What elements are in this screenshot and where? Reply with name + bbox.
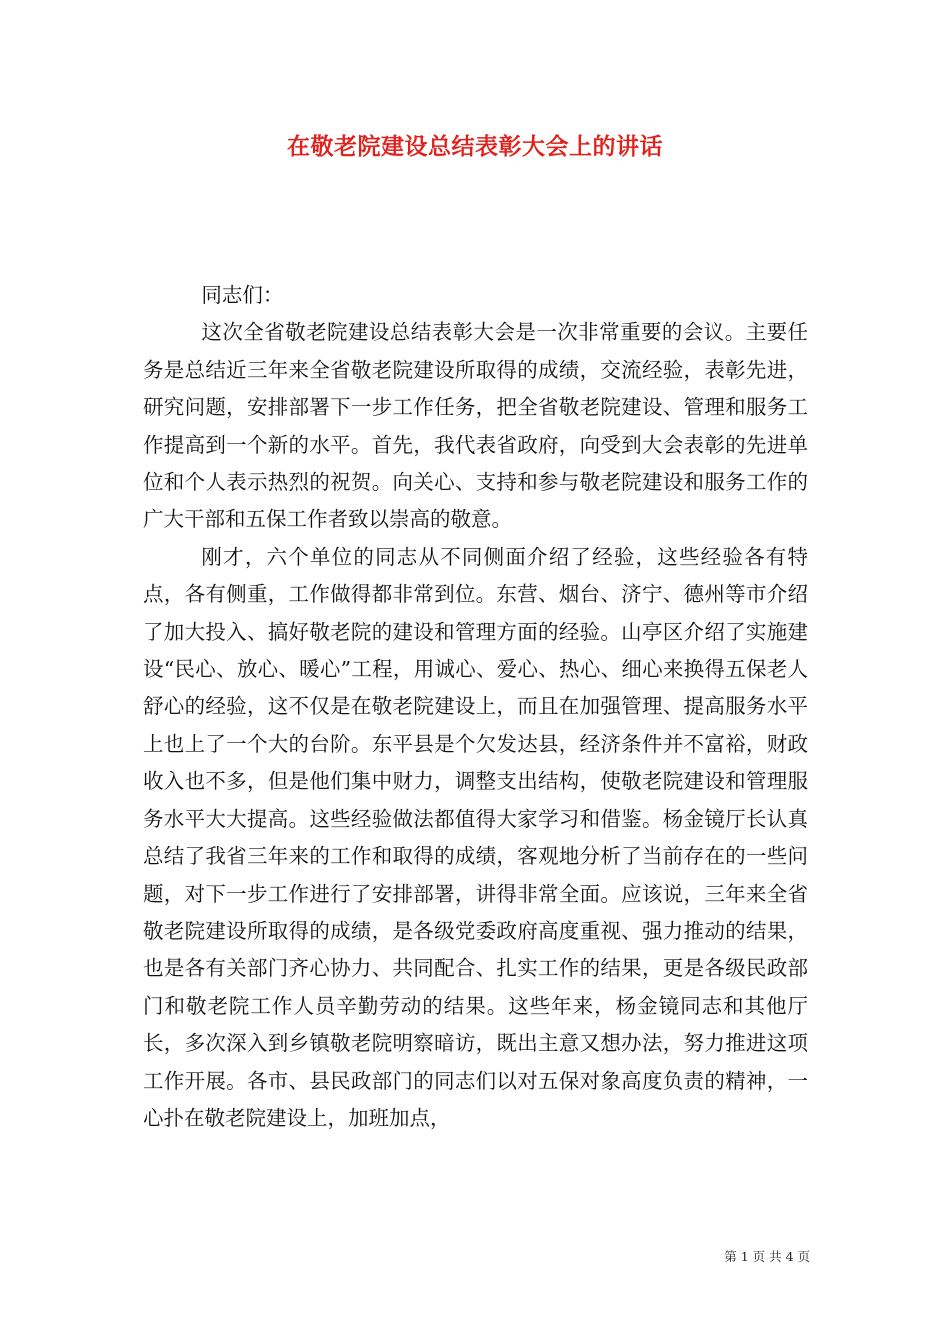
body-paragraph-2: 刚才，六个单位的同志从不同侧面介绍了经验，这些经验各有特点，各有侧重，工作做得都非常到位。东营、烟台、济宁、德州等市介绍了加大投入、搞好敬老院的建设和管理方面的经验。山亭区介绍了实施建设“民心、放心、暖心”工程，用诚心、爱心、热心、细心来换得五保老人舒心的经验，这不仅是在敬老院建设上，而且在加强管理、提高服务水平上也上了一个大的台阶。东平县是个欠发达县，经济条件并不富裕，财政收入也不多，但是他们集中财力，调整支出结构，使敬老院建设和管理服务水平大大提高。这些经验做法都值得大家学习和借鉴。杨金镜厅长认真总结了我省三年来的工作和取得的成绩，客观地分析了当前存在的一些问题，对下一步工作进行了安排部署，讲得非常全面。应该说，三年来全省敬老院建设所取得的成绩，是各级党委政府高度重视、强力推动的结果，也是各有关部门齐心协力、共同配合、扎实工作的结果，更是各级民政部门和敬老院工作人员辛勤劳动的结果。这些年来，杨金镜同志和其他厅长，多次深入到乡镇敬老院明察暗访，既出主意又想办法，努力推进这项工作开展。各市、县民政部门的同志们以对五保对象高度负责的精神，一心扑在敬老院建设上，加班加点， <box>143 544 808 1130</box>
document-body <box>143 277 808 1137</box>
salutation-paragraph: 同志们： <box>201 283 284 307</box>
document-title: 在敬老院建设总结表彰大会上的讲话 <box>287 133 663 160</box>
body-paragraph-1: 这次全省敬老院建设总结表彰大会是一次非常重要的会议。主要任务是总结近三年来全省敬老院建设所取得的成绩，交流经验，表彰先进，研究问题，安排部署下一步工作任务，把全省敬老院建设、管理和服务工作提高到一个新的水平。首先，我代表省政府，向受到大会表彰的先进单位和个人表示热烈的祝贺。向关心、支持和参与敬老院建设和服务工作的广大干部和五保工作者致以崇高的敬意。 <box>143 320 808 532</box>
page-number-footer: 第 1 页 共 4 页 <box>724 1249 810 1264</box>
